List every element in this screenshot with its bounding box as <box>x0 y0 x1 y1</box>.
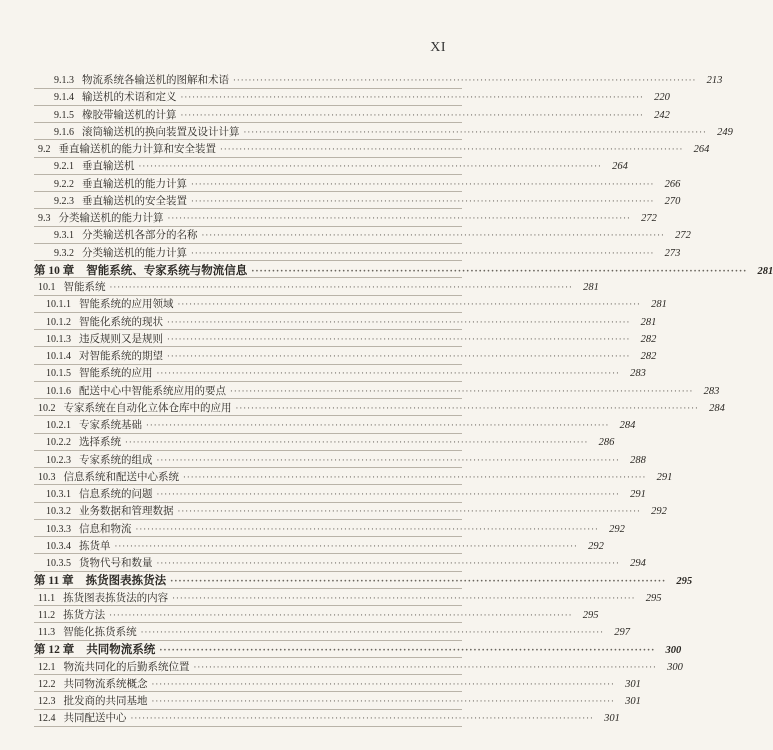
entry-number: 9.3.2 <box>54 247 74 259</box>
toc-entry <box>0 89 670 105</box>
entry-number: 10.1.6 <box>46 385 71 397</box>
entry-number: 9.2.3 <box>54 195 74 207</box>
entry-number: 9.1.4 <box>54 92 74 104</box>
dot-leader: ························································································································ <box>140 628 604 638</box>
entry-number: 9.2.2 <box>54 178 74 190</box>
entry-title: 分类输送机的能力计算 <box>58 212 164 224</box>
entry-number: 10.2 <box>38 402 56 414</box>
entry-page: 286 <box>598 437 615 449</box>
entry-number: 第 11 章 <box>34 575 74 588</box>
entry-page: 291 <box>630 489 646 500</box>
entry-number: 9.2 <box>38 144 51 155</box>
toc-entry <box>0 503 667 519</box>
entry-page: 295 <box>645 592 662 604</box>
entry-number: 12.3 <box>38 696 56 707</box>
entry-page: 291 <box>656 471 673 483</box>
entry-page: 281 <box>583 282 599 293</box>
entry-title: 批发商的共同基地 <box>63 695 148 707</box>
dot-leader: ························································································································ <box>233 76 697 86</box>
entry-number: 9.2.1 <box>54 161 74 173</box>
chapter-entry <box>0 572 693 588</box>
entry-page: 295 <box>676 576 693 588</box>
entry-page: 300 <box>665 645 682 657</box>
entry-page: 297 <box>614 627 630 638</box>
entry-number: 10.1.2 <box>46 316 71 328</box>
entry-page: 281 <box>640 316 657 328</box>
entry-number: 10.3.2 <box>46 506 71 518</box>
toc-entry <box>0 693 641 709</box>
entry-title: 对智能系统的期望 <box>79 350 163 362</box>
entry-number: 9.3 <box>38 213 51 224</box>
entry-page: 281 <box>757 265 773 277</box>
entry-title: 物流系统各输送机的图解和术语 <box>82 74 229 86</box>
entry-page: 292 <box>588 540 604 552</box>
toc-entry <box>0 624 630 640</box>
entry-number: 10.1.1 <box>46 299 71 311</box>
entry-number: 9.1.3 <box>54 75 74 86</box>
entry-number: 第 12 章 <box>34 644 75 657</box>
dot-leader: ························································································································ <box>156 369 620 380</box>
toc-entry <box>0 124 733 140</box>
dot-leader: ························································································································ <box>230 386 694 397</box>
toc-entry <box>0 279 599 295</box>
entry-title: 信息和物流 <box>79 522 132 535</box>
entry-page: 249 <box>717 126 733 138</box>
dot-leader: ························································································································ <box>180 93 644 104</box>
dot-leader: ························································································································ <box>156 559 620 569</box>
entry-title: 输送机的术语和定义 <box>82 91 177 104</box>
entry-title: 共同配送中心 <box>63 712 127 725</box>
entry-page: 288 <box>630 454 646 466</box>
dot-leader: ························································································································ <box>201 231 665 242</box>
entry-page: 213 <box>706 75 723 86</box>
entry-title: 专家系统在自动化立体仓库中的应用 <box>63 401 232 414</box>
entry-title: 共同物流系统概念 <box>63 677 148 690</box>
entry-page: 301 <box>625 678 641 690</box>
dot-leader: ························································································································ <box>251 266 748 277</box>
entry-title: 滚筒输送机的换向装置及设计计算 <box>82 125 240 138</box>
dot-leader: ························································································································ <box>191 248 655 259</box>
dot-leader: ························································································································ <box>167 334 631 345</box>
dot-leader: ························································································································ <box>167 352 631 362</box>
toc-entry <box>0 486 646 502</box>
dot-leader: ························································································································ <box>235 403 699 414</box>
entry-number: 10.1.3 <box>46 333 71 345</box>
entry-title: 智能系统的应用 <box>79 367 153 380</box>
entry-number: 12.2 <box>38 678 56 690</box>
entry-page: 270 <box>664 195 681 207</box>
entry-number: 10.1 <box>38 282 56 293</box>
entry-title: 拣货图表拣货法的内容 <box>63 591 169 604</box>
toc-entry <box>0 141 710 157</box>
entry-title: 信息系统和配送中心系统 <box>63 470 179 483</box>
entry-title: 选择系统 <box>79 436 121 449</box>
dot-leader: ························································································································ <box>156 490 620 500</box>
entry-page: 264 <box>612 161 628 173</box>
toc-entry <box>0 710 620 726</box>
entry-page: 242 <box>654 109 670 121</box>
toc-entry <box>0 227 691 243</box>
toc-entry <box>0 469 673 485</box>
entry-page: 266 <box>664 178 681 190</box>
dot-leader: ························································································································ <box>114 541 578 552</box>
row-divider <box>34 726 462 727</box>
toc-entry <box>0 383 720 399</box>
entry-number: 12.1 <box>38 661 56 673</box>
page-number: XI <box>430 40 446 55</box>
entry-number: 11.3 <box>38 627 56 638</box>
entry-page: 284 <box>619 420 636 431</box>
entry-number: 10.1.4 <box>46 351 71 362</box>
entry-page: 283 <box>703 385 720 397</box>
entry-title: 分类输送机的能力计算 <box>82 246 187 259</box>
dot-leader: ························································································································ <box>135 524 599 535</box>
toc-entry <box>0 210 657 226</box>
entry-page: 284 <box>709 402 725 414</box>
entry-title: 智能化拣货系统 <box>63 626 137 638</box>
entry-title: 业务数据和管理数据 <box>79 505 174 518</box>
dot-leader: ························································································································ <box>183 472 647 483</box>
entry-page: 282 <box>640 351 657 362</box>
entry-page: 295 <box>582 609 599 621</box>
entry-page: 272 <box>675 230 691 242</box>
chapter-entry <box>0 641 682 657</box>
dot-leader: ························································································································ <box>172 593 636 604</box>
entry-title: 智能系统 <box>63 281 106 293</box>
entry-title: 垂直输送机的能力计算和安全装置 <box>58 143 216 155</box>
entry-title: 拣货图表拣货法 <box>85 573 167 588</box>
dot-leader: ························································································································ <box>220 145 684 155</box>
toc-entry <box>0 538 604 554</box>
toc-entry <box>0 659 683 675</box>
dot-leader: ························································································································ <box>193 662 657 673</box>
dot-leader: ························································································································ <box>109 283 573 293</box>
dot-leader: ························································································································ <box>170 577 667 588</box>
entry-title: 橡胶带输送机的计算 <box>82 108 177 121</box>
dot-leader: ························································································································ <box>130 714 594 725</box>
entry-page: 294 <box>630 558 646 569</box>
entry-title: 智能化系统的现状 <box>79 315 163 328</box>
entry-page: 300 <box>667 661 683 673</box>
dot-leader: ························································································································ <box>191 196 655 207</box>
entry-title: 垂直输送机的安全装置 <box>82 194 187 207</box>
entry-page: 273 <box>664 247 681 259</box>
entry-number: 10.2.2 <box>46 437 71 449</box>
entry-title: 拣货单 <box>79 539 111 552</box>
dot-leader: ························································································································ <box>167 317 631 328</box>
toc-entry <box>0 296 667 312</box>
toc-entry <box>0 452 646 468</box>
entry-title: 违反规则又是规则 <box>79 332 163 345</box>
entry-title: 垂直输送机 <box>82 160 135 173</box>
entry-number: 10.2.1 <box>46 420 71 431</box>
dot-leader: ························································································································ <box>156 455 620 466</box>
entry-title: 货物代号和数量 <box>79 557 153 569</box>
toc-entry <box>0 555 646 571</box>
entry-title: 专家系统基础 <box>79 419 142 431</box>
entry-title: 专家系统的组成 <box>79 453 153 466</box>
toc-entry <box>0 676 641 692</box>
entry-page: 272 <box>641 213 657 224</box>
entry-page: 292 <box>651 506 667 518</box>
toc-entry <box>0 521 625 537</box>
entry-title: 共同物流系统 <box>86 642 156 657</box>
entry-title: 智能系统、专家系统与物流信息 <box>86 262 248 277</box>
toc-entry <box>0 193 681 209</box>
entry-number: 10.1.5 <box>46 368 71 380</box>
entry-number: 第 10 章 <box>34 264 75 277</box>
dot-leader: ························································································································ <box>159 646 656 657</box>
dot-leader: ························································································································ <box>177 300 641 311</box>
entry-title: 垂直输送机的能力计算 <box>82 177 187 190</box>
entry-title: 拣货方法 <box>63 608 106 621</box>
toc-entry <box>0 245 681 261</box>
dot-leader: ························································································································ <box>125 438 589 449</box>
toc-entry <box>0 158 628 174</box>
entry-number: 9.1.5 <box>54 109 74 121</box>
toc-entry <box>0 365 646 381</box>
dot-leader: ························································································································ <box>180 110 644 121</box>
entry-page: 283 <box>630 368 646 380</box>
entry-number: 10.3.4 <box>46 540 71 552</box>
entry-page: 301 <box>604 713 620 725</box>
entry-page: 281 <box>651 299 667 311</box>
chapter-entry <box>0 262 773 278</box>
dot-leader: ························································································································ <box>151 697 615 707</box>
dot-leader: ························································································································ <box>191 179 655 190</box>
entry-page: 301 <box>625 696 641 707</box>
entry-title: 配送中心中智能系统应用的要点 <box>79 384 226 397</box>
entry-title: 分类输送机各部分的名称 <box>82 229 198 242</box>
entry-number: 10.3 <box>38 471 56 483</box>
entry-number: 10.3.5 <box>46 558 71 569</box>
entry-number: 11.1 <box>38 592 56 604</box>
entry-number: 10.3.1 <box>46 489 71 500</box>
toc-entry <box>0 107 670 123</box>
entry-page: 282 <box>640 333 657 345</box>
entry-page: 292 <box>609 523 625 535</box>
entry-page: 264 <box>693 144 710 155</box>
dot-leader: ························································································································ <box>177 507 641 518</box>
toc-entry <box>0 590 662 606</box>
entry-number: 10.2.3 <box>46 454 71 466</box>
toc-entry <box>0 417 636 433</box>
entry-number: 9.3.1 <box>54 230 74 242</box>
toc-entry <box>0 400 725 416</box>
entry-number: 11.2 <box>38 609 56 621</box>
entry-title: 智能系统的应用领域 <box>79 298 174 311</box>
toc-entry <box>0 314 657 330</box>
entry-number: 10.3.3 <box>46 523 71 535</box>
dot-leader: ························································································································ <box>151 679 615 690</box>
toc-entry <box>0 607 599 623</box>
toc-entry <box>0 176 681 192</box>
toc-entry <box>0 331 657 347</box>
dot-leader: ························································································································ <box>167 214 631 224</box>
dot-leader: ························································································································ <box>146 421 610 431</box>
toc-entry <box>0 72 723 88</box>
toc-entry <box>0 434 615 450</box>
dot-leader: ························································································································ <box>109 610 573 621</box>
dot-leader: ························································································································ <box>243 127 707 138</box>
toc-entry <box>0 348 657 364</box>
entry-number: 9.1.6 <box>54 126 74 138</box>
entry-number: 12.4 <box>38 713 56 725</box>
entry-title: 信息系统的问题 <box>79 488 153 500</box>
entry-page: 220 <box>654 92 670 104</box>
dot-leader: ························································································································ <box>138 162 602 173</box>
entry-title: 物流共同化的后勤系统位置 <box>63 660 190 673</box>
